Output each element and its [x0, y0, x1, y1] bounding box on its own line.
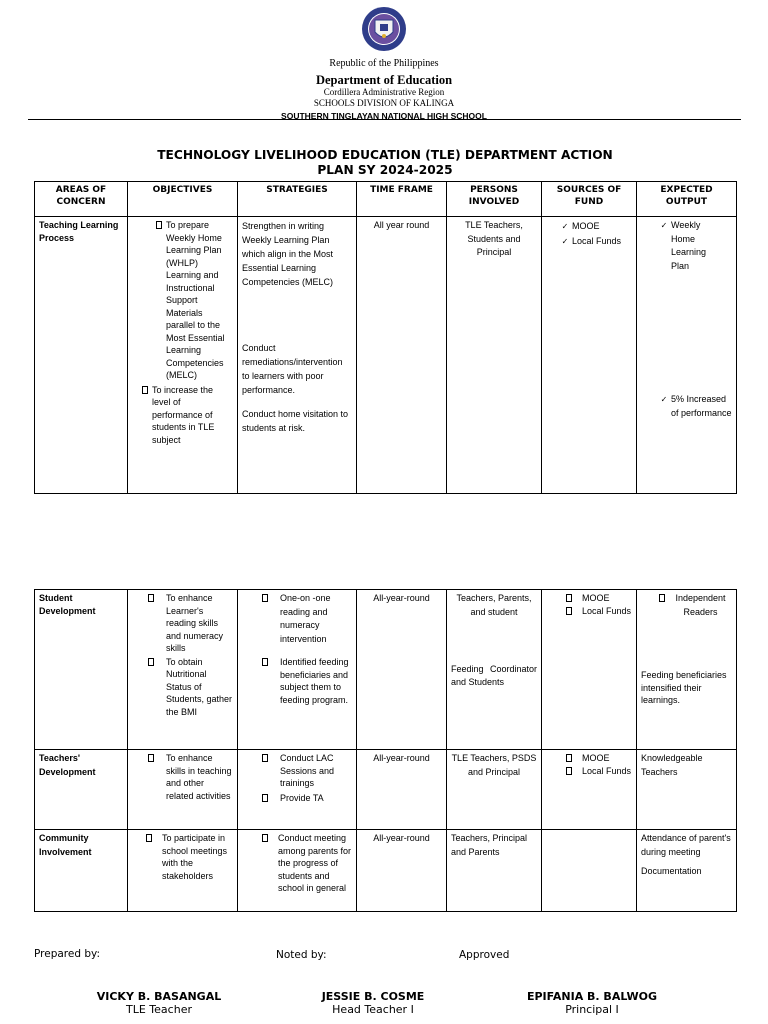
persons-cell: Teachers, Principal and Parents [447, 830, 542, 912]
list-item: To participate in school meetings with the stakeholders [132, 832, 233, 882]
action-plan-table-2 [34, 589, 737, 912]
check-icon: ✓ [561, 237, 569, 246]
checkbox-icon [262, 794, 268, 802]
checkbox-icon [262, 594, 268, 602]
strategies-cell [238, 750, 357, 830]
time-frame-cell: All year round [357, 217, 447, 494]
checkbox-icon [566, 607, 572, 615]
list-item: ✓ Weekly Home Learning Plan [641, 219, 732, 273]
checkbox-icon [566, 594, 572, 602]
table-row [35, 590, 737, 750]
department-name: Department of Education [315, 73, 453, 87]
action-plan-table-1 [34, 181, 737, 494]
approved-by-name: EPIFANIA B. BALWOG [526, 990, 658, 1003]
checkbox-icon [148, 594, 154, 602]
deped-seal-icon [361, 6, 407, 52]
region-line: Cordillera Administrative Region [323, 87, 445, 97]
output-cell: Attendance of parent's during meeting Documentation [637, 830, 737, 912]
objectives-cell [128, 750, 238, 830]
strategies-cell: Strengthen in writing Weekly Learning Plan which align in the Most Essential Learning Competencies (MELC) Conduct remediations/intervention to learners with poor performance. Conduct home visitation to students at risk. [238, 217, 357, 494]
check-icon: ✓ [660, 395, 668, 404]
school-name: SOUTHERN TINGLAYAN NATIONAL HIGH SCHOOL [281, 111, 487, 121]
objectives-cell [128, 217, 238, 494]
time-frame-cell: All-year-round [357, 590, 447, 750]
area-cell: Teaching Learning Process [35, 217, 128, 494]
checkbox-icon [262, 754, 268, 762]
checkbox-icon [156, 221, 162, 229]
strategies-cell [238, 590, 357, 750]
noted-by-label: Noted by: [276, 949, 327, 961]
checkbox-icon [566, 767, 572, 775]
output-cell [637, 217, 737, 494]
list-item: Provide TA [242, 792, 352, 805]
table-row [35, 830, 737, 912]
column-header: AREAS OF CONCERN [35, 182, 128, 217]
list-item: To increase the level of performance of students in TLE subject [132, 384, 233, 447]
objectives-cell [128, 830, 238, 912]
checkbox-icon [262, 658, 268, 666]
objectives-cell [128, 590, 238, 750]
table-row [35, 750, 737, 830]
fund-cell [542, 830, 637, 912]
approved-by-role: Principal I [565, 1003, 619, 1016]
checkbox-icon [148, 658, 154, 666]
strategies-cell [238, 830, 357, 912]
persons-cell: TLE Teachers, PSDS and Principal [447, 750, 542, 830]
column-header: SOURCES OF FUND [542, 182, 637, 217]
list-item: MOOE [546, 592, 632, 605]
list-item: Conduct LAC Sessions and trainings [242, 752, 352, 790]
list-item: Identified feeding beneficiaries and subject them to feeding program. [242, 656, 352, 706]
check-icon: ✓ [561, 222, 569, 231]
list-item: ✓ Local Funds [546, 234, 632, 249]
persons-cell: TLE Teachers, Students and Principal [447, 217, 542, 494]
column-header: TIME FRAME [357, 182, 447, 217]
column-header: OBJECTIVES [128, 182, 238, 217]
title-line-1: TECHNOLOGY LIVELIHOOD EDUCATION (TLE) DEPARTMENT ACTION [157, 148, 613, 162]
approved-label: Approved [459, 949, 510, 961]
republic-line: Republic of the Philippines [329, 58, 439, 69]
fund-cell [542, 590, 637, 750]
checkbox-icon [148, 754, 154, 762]
column-header: EXPECTED OUTPUT [637, 182, 737, 217]
letterhead [0, 6, 768, 122]
list-item: Local Funds [546, 765, 632, 778]
list-item: To enhance skills in teaching and other related activities [132, 752, 233, 802]
area-cell: Teachers' Development [35, 750, 128, 830]
time-frame-cell: All-year-round [357, 750, 447, 830]
list-item: One-on -one reading and numeracy intervention [242, 592, 352, 646]
table-header-row [35, 182, 737, 217]
title-line-2: PLAN SY 2024-2025 [317, 163, 453, 177]
list-item: To obtain Nutritional Status of Students, gather the BMI [132, 656, 233, 719]
checkbox-icon [146, 834, 152, 842]
checkbox-icon [566, 754, 572, 762]
header-divider [28, 119, 741, 120]
output-cell: Independent Readers Feeding beneficiaries intensified their learnings. [637, 590, 737, 750]
check-icon: ✓ [660, 221, 668, 230]
column-header: PERSONS INVOLVED [447, 182, 542, 217]
checkbox-icon [659, 594, 665, 602]
noted-by-name: JESSIE B. COSME [321, 990, 425, 1003]
prepared-by-role: TLE Teacher [126, 1003, 192, 1016]
checkbox-icon [142, 386, 148, 394]
list-item: Independent Readers [641, 592, 732, 619]
prepared-by-label: Prepared by: [34, 948, 100, 960]
list-item: To prepare Weekly Home Learning Plan (WHLP) Learning and Instructional Support Materials parallel to the Most Essential Learning Competencies (MELC) [132, 219, 233, 382]
noted-by-role: Head Teacher I [332, 1003, 414, 1016]
prepared-by-name: VICKY B. BASANGAL [96, 990, 222, 1003]
list-item: MOOE [546, 752, 632, 765]
list-item: ✓ MOOE [546, 219, 632, 234]
checkbox-icon [262, 834, 268, 842]
list-item: ✓ 5% Increased of performance [641, 393, 732, 420]
column-header: STRATEGIES [238, 182, 357, 217]
output-cell: Knowledgeable Teachers [637, 750, 737, 830]
area-cell: Community Involvement [35, 830, 128, 912]
fund-cell [542, 750, 637, 830]
fund-cell [542, 217, 637, 494]
list-item: Local Funds [546, 605, 632, 618]
time-frame-cell: All-year-round [357, 830, 447, 912]
division-line: SCHOOLS DIVISION OF KALINGA [313, 98, 455, 108]
list-item: Conduct meeting among parents for the progress of students and school in general [242, 832, 352, 895]
persons-cell: Teachers, Parents, and student Feeding Coordinator and Students [447, 590, 542, 750]
list-item: To enhance Learner's reading skills and numeracy skills [132, 592, 233, 655]
table-row [35, 217, 737, 494]
area-cell: Student Development [35, 590, 128, 750]
page-title [140, 148, 630, 178]
